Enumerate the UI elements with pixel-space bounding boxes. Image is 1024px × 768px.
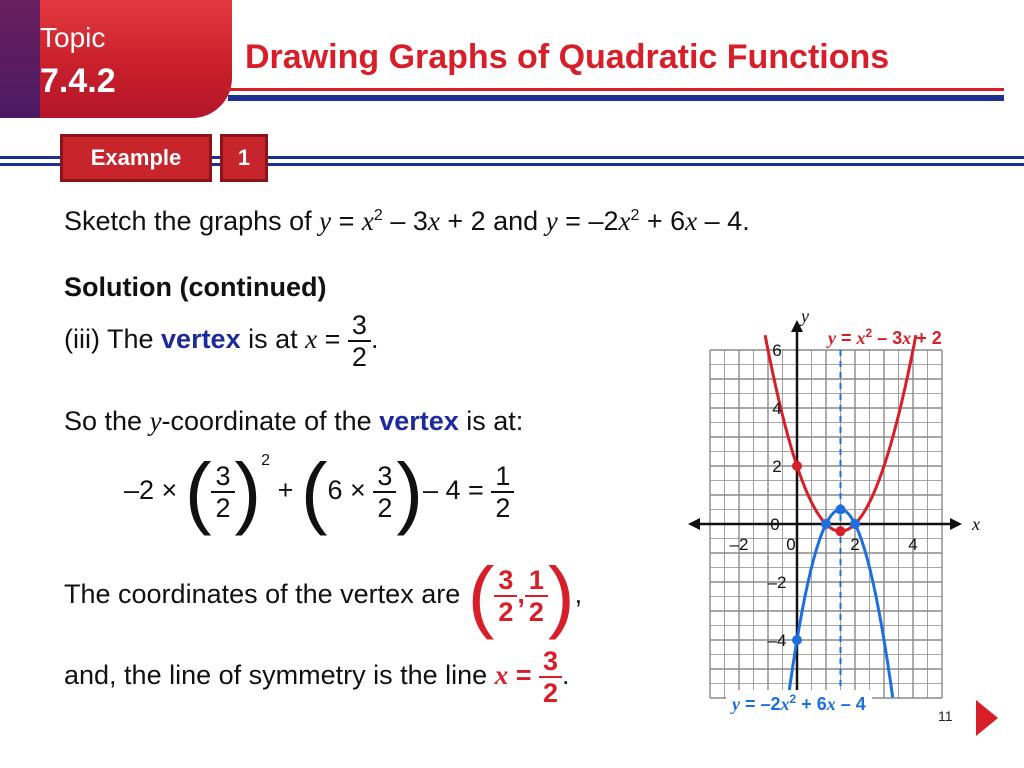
legend2-eq: = –2 <box>740 694 781 714</box>
x-tick-label: 4 <box>908 535 918 554</box>
eq1-y: y <box>319 206 332 236</box>
curve-point-series-2 <box>836 505 846 515</box>
legend2-end: – 4 <box>835 694 866 714</box>
task-statement <box>64 206 750 237</box>
symmetry-line <box>64 646 570 708</box>
legend2-sup: 2 <box>789 692 797 706</box>
y-tick-label: 0 <box>770 515 780 534</box>
sym-den: 2 <box>543 678 559 708</box>
sym-text: and, the line of symmetry is the line <box>64 660 495 691</box>
calc-a: –2 × <box>124 475 178 506</box>
calc-f2-den: 2 <box>377 493 393 523</box>
calc-result-fraction <box>491 461 514 523</box>
paren-close-2: ) <box>396 447 423 536</box>
sym-fraction <box>539 646 562 708</box>
legend1-sup: 2 <box>865 326 873 340</box>
y-coordinate-line <box>64 406 523 437</box>
eq1-eq: = <box>331 206 362 236</box>
sym-x: x <box>494 660 509 691</box>
y-tick-label: 2 <box>772 457 782 476</box>
eq2-x2: x <box>685 206 698 236</box>
title-underline-red <box>228 88 1004 91</box>
topic-label: Topic <box>40 22 106 53</box>
next-slide-arrow-icon[interactable] <box>976 700 998 736</box>
calc-f2-num: 3 <box>377 461 393 491</box>
curve-point-series-1 <box>792 461 802 471</box>
eq1-x: x <box>361 206 374 236</box>
y-axis-label: y <box>801 306 809 326</box>
calc-b: + <box>277 475 294 506</box>
vertex-coordinates-line <box>64 551 583 640</box>
eq1-x2: x <box>427 206 440 236</box>
coords-paren-open: ( <box>467 551 495 640</box>
calc-result-den: 2 <box>495 493 511 523</box>
coords-comma: , <box>517 579 525 610</box>
legend1-y: y <box>828 328 836 348</box>
example-button[interactable]: Example <box>60 134 212 182</box>
eq1-rest2: + 2 and <box>439 206 546 236</box>
x-axis-arrow-icon <box>950 518 962 530</box>
legend1-x: x <box>856 328 866 348</box>
paren-open-2: ( <box>300 447 328 536</box>
legend2-x2: x <box>826 694 836 714</box>
x-tick-label: –2 <box>729 535 749 554</box>
coords-x-num: 3 <box>498 565 514 595</box>
vertex-calculation <box>124 447 514 536</box>
y-tick-label: 6 <box>772 341 782 360</box>
curve-point-series-1 <box>836 526 846 536</box>
eq2-rest1: + 6 <box>639 206 686 236</box>
sym-eq: = <box>508 660 532 691</box>
calc-fraction-1 <box>211 461 234 523</box>
quadratic-graph <box>680 300 1000 710</box>
legend1-mid: – 3 <box>872 328 903 348</box>
legend1-end: + 2 <box>911 328 942 348</box>
iii-eq: = <box>317 324 348 355</box>
coords-y-den: 2 <box>528 597 544 627</box>
so-y: y <box>149 406 162 436</box>
eq1-rest1: – 3 <box>382 206 428 236</box>
calc-fraction-2 <box>373 461 396 523</box>
so-prefix: So the <box>64 406 150 436</box>
legend1-eq: = <box>836 328 857 348</box>
iii-end: . <box>370 324 379 355</box>
sym-end: . <box>562 660 570 691</box>
x-axis-label: x <box>972 514 980 534</box>
title-underline-blue <box>228 95 1004 101</box>
topic-banner-accent <box>0 0 40 118</box>
y-tick-label: –2 <box>767 573 787 592</box>
coords-end: , <box>574 579 583 610</box>
coords-paren-close: ) <box>547 551 575 640</box>
legend2-mid: + 6 <box>796 694 827 714</box>
eq2-mid: = –2 <box>557 206 619 236</box>
so-mid: -coordinate of the <box>161 406 380 436</box>
y-tick-label: 4 <box>772 399 782 418</box>
iii-x: x <box>305 324 318 355</box>
x-tick-label: 2 <box>850 535 860 554</box>
calc-f1-num: 3 <box>215 461 231 491</box>
paren-close-1: ) <box>234 447 262 536</box>
coords-y-num: 1 <box>528 565 544 595</box>
calc-d: – 4 = <box>422 475 484 506</box>
eq2-exponent: 2 <box>630 207 640 224</box>
page-number: 11 <box>938 708 953 724</box>
calc-f1-den: 2 <box>215 493 231 523</box>
iii-denominator: 2 <box>351 342 367 372</box>
legend1-x2: x <box>902 328 912 348</box>
coords-x-fraction <box>494 565 517 627</box>
legend-red-curve <box>828 326 942 349</box>
eq2-x: x <box>618 206 631 236</box>
calc-square: 2 <box>261 452 271 470</box>
curve-point-series-2 <box>850 519 860 529</box>
curve-point-series-2 <box>792 635 802 645</box>
legend2-x: x <box>780 694 790 714</box>
coords-y-fraction <box>525 565 548 627</box>
calc-c: 6 × <box>327 475 366 506</box>
so-end: is at: <box>458 406 524 436</box>
coords-x-den: 2 <box>498 597 514 627</box>
iii-numerator: 3 <box>351 310 367 340</box>
iii-mid: is at <box>240 324 306 355</box>
y-tick-label: –4 <box>767 631 787 650</box>
legend2-y: y <box>732 694 740 714</box>
task-prefix: Sketch the graphs of <box>64 206 320 236</box>
calc-result-num: 1 <box>495 461 511 491</box>
so-vertex-keyword: vertex <box>379 406 459 436</box>
eq2-rest2: – 4. <box>697 206 750 236</box>
x-tick-label: 0 <box>786 535 796 554</box>
paren-open-1: ( <box>184 447 212 536</box>
legend-blue-curve <box>726 690 872 717</box>
eq1-exponent: 2 <box>373 207 383 224</box>
curve-point-series-2 <box>821 519 831 529</box>
iii-prefix: (iii) The <box>64 324 162 355</box>
page-title: Drawing Graphs of Quadratic Functions <box>245 38 890 76</box>
topic-number: 7.4.2 <box>40 62 116 100</box>
sym-num: 3 <box>543 646 559 676</box>
vertex-x-line <box>64 310 378 372</box>
iii-vertex-keyword: vertex <box>161 324 241 355</box>
iii-fraction <box>348 310 371 372</box>
example-number-button[interactable]: 1 <box>220 134 268 182</box>
graph-axes <box>688 320 962 704</box>
x-axis-arrow-left-icon <box>688 518 700 530</box>
coords-text: The coordinates of the vertex are <box>64 579 468 610</box>
eq2-y: y <box>545 206 558 236</box>
solution-heading: Solution (continued) <box>64 272 327 302</box>
